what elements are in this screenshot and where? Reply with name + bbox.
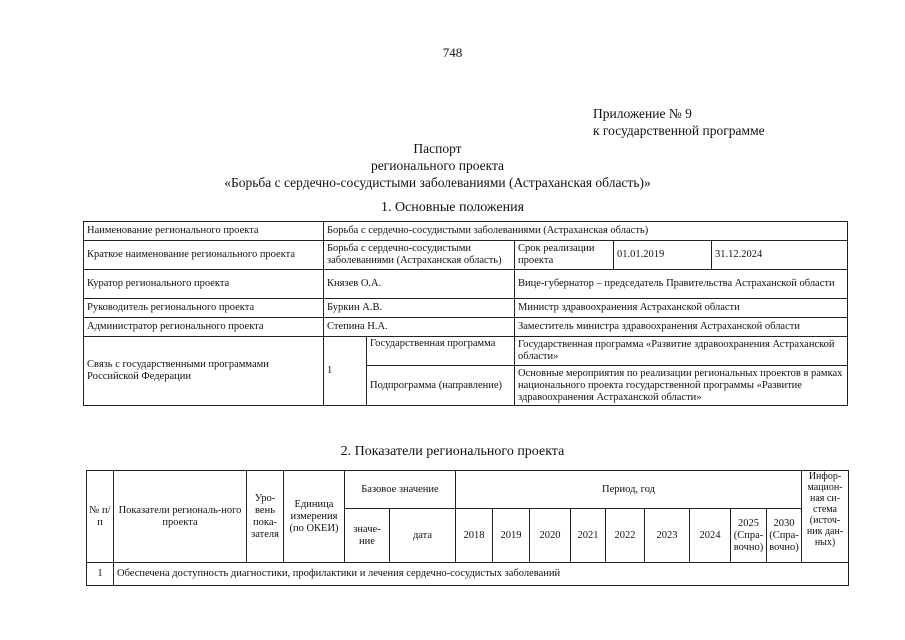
row-goal-text: Обеспечена доступность диагностики, профилактики и лечения сердечно-сосудистых заболеваний: [114, 563, 849, 586]
term-end: 31.12.2024: [712, 241, 848, 270]
link-number: 1: [324, 337, 367, 406]
col-year-2018: 2018: [456, 509, 493, 563]
state-program-value: Государственная программа «Развитие здравоохранения Астраханской области»: [515, 337, 848, 366]
appendix-note: [593, 105, 765, 139]
col-year-2023: 2023: [645, 509, 690, 563]
table-header-row: [87, 471, 849, 509]
table-row: [84, 337, 848, 366]
appendix-line-1: Приложение № 9: [593, 106, 692, 121]
admin-position: Заместитель министра здравоохранения Астраханской области: [515, 318, 848, 337]
table-row: [84, 270, 848, 299]
head-name: Буркин А.В.: [324, 299, 515, 318]
appendix-line-2: к государственной программе: [593, 123, 765, 138]
col-year-2022: 2022: [606, 509, 645, 563]
main-provisions-table: [83, 221, 848, 406]
col-base-value: значе-ние: [345, 509, 390, 563]
col-year-2025: 2025 (Спра-вочно): [731, 509, 767, 563]
col-number: № п/п: [87, 471, 114, 563]
col-base-date: дата: [390, 509, 456, 563]
table-row: [84, 318, 848, 337]
state-program-label: Государственная программа: [367, 337, 515, 366]
term-start: 01.01.2019: [614, 241, 712, 270]
col-year-2021: 2021: [571, 509, 606, 563]
table-row: [84, 222, 848, 241]
short-name-label: Краткое наименование регионального проекта: [84, 241, 324, 270]
name-value: Борьба с сердечно-сосудистыми заболеваниями (Астраханская область): [324, 222, 848, 241]
link-label: Связь с государственными программами Российской Федерации: [84, 337, 324, 406]
admin-name: Степина Н.А.: [324, 318, 515, 337]
col-period: Период, год: [456, 471, 802, 509]
col-base: Базовое значение: [345, 471, 456, 509]
col-level: Уро-вень пока-зателя: [247, 471, 284, 563]
indicators-table: [86, 470, 849, 586]
col-info-system: Инфор-мацион-ная си-стема (источ-ник дан-ных): [802, 471, 849, 563]
col-year-2019: 2019: [493, 509, 530, 563]
subprogram-value: Основные мероприятия по реализации региональных проектов в рамках национального проекта государственной программы «Развитие здравоохранения Астраханской области»: [515, 366, 848, 406]
head-position: Министр здравоохранения Астраханской области: [515, 299, 848, 318]
table-row: [87, 563, 849, 586]
passport-line-2: регионального проекта: [370, 158, 505, 173]
curator-label: Куратор регионального проекта: [84, 270, 324, 299]
passport-line-1: Паспорт: [413, 141, 462, 156]
section-2-title: 2. Показатели регионального проекта: [340, 444, 565, 459]
table-row: [84, 299, 848, 318]
table-row: [84, 241, 848, 270]
section-1-title: 1. Основные положения: [380, 200, 525, 215]
passport-title: [0, 140, 875, 191]
col-year-2024: 2024: [690, 509, 731, 563]
curator-name: Князев О.А.: [324, 270, 515, 299]
subprogram-label: Подпрограмма (направление): [367, 366, 515, 406]
passport-line-3: «Борьба с сердечно-сосудистыми заболеваниями (Астраханская область)»: [224, 175, 651, 190]
col-unit: Единица измерения (по ОКЕИ): [284, 471, 345, 563]
name-label: Наименование регионального проекта: [84, 222, 324, 241]
short-name-value: Борьба с сердечно-сосудистыми заболеваниями (Астраханская область): [324, 241, 515, 270]
head-label: Руководитель регионального проекта: [84, 299, 324, 318]
col-year-2020: 2020: [530, 509, 571, 563]
admin-label: Администратор регионального проекта: [84, 318, 324, 337]
term-label: Срок реализации проекта: [515, 241, 614, 270]
page-number: 748: [442, 45, 463, 60]
row-number: 1: [87, 563, 114, 586]
curator-position: Вице-губернатор – председатель Правительства Астраханской области: [515, 270, 848, 299]
col-year-2030: 2030 (Спра-вочно): [767, 509, 802, 563]
col-indicator: Показатели региональ-ного проекта: [114, 471, 247, 563]
